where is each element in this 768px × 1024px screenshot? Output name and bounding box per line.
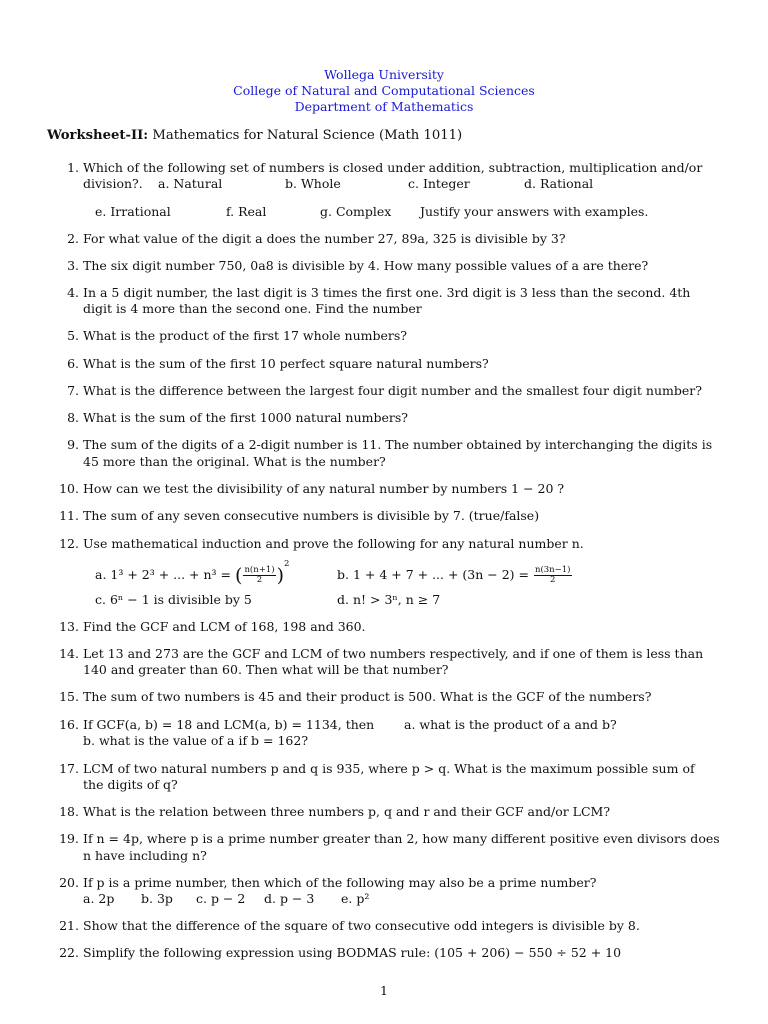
- option-whole: b. Whole: [285, 176, 341, 191]
- question-text: If p is a prime number, then which of the following may also be a prime number?: [83, 875, 597, 890]
- question-number: 8.: [67, 410, 79, 425]
- question-number: 7.: [67, 383, 79, 398]
- department-name: Department of Mathematics: [294, 99, 474, 114]
- right-paren: ): [276, 564, 284, 587]
- question-number: 14.: [59, 646, 79, 661]
- option-real: f. Real: [226, 204, 267, 219]
- question-number: 13.: [59, 619, 79, 634]
- question-number: 10.: [59, 481, 79, 496]
- option-complex: g. Complex: [320, 204, 392, 219]
- question-text: If n = 4p, where p is a prime number greater than 2, how many different positive even divisors does: [83, 831, 720, 846]
- part-a-lhs: a. 1³ + 2³ + ... + n³ =: [95, 567, 232, 582]
- question-text: Use mathematical induction and prove the following for any natural number n.: [83, 536, 584, 551]
- option-rational: d. Rational: [524, 176, 594, 191]
- question-number: 1.: [67, 160, 79, 175]
- question-text: Find the GCF and LCM of 168, 198 and 360.: [83, 619, 366, 634]
- question-9-line2: 45 more than the original. What is the number?: [83, 454, 386, 469]
- option-p-minus-2: c. p − 2: [196, 891, 246, 906]
- induction-part-a: [95, 558, 290, 587]
- question-number: 3.: [67, 258, 79, 273]
- fraction-denominator: 2: [256, 575, 263, 585]
- question-number: 9.: [67, 437, 79, 452]
- part-b-lhs: b. 1 + 4 + 7 + ... + (3n − 2) =: [337, 567, 529, 582]
- question-number: 6.: [67, 356, 79, 371]
- fraction: [534, 566, 572, 585]
- question-text: What is the relation between three numbers p, q and r and their GCF and/or LCM?: [83, 804, 611, 819]
- option-integer: c. Integer: [408, 176, 470, 191]
- question-number: 19.: [59, 831, 79, 846]
- question-text: The sum of the digits of a 2-digit number is 11. The number obtained by interchanging the digits is: [83, 437, 713, 452]
- question-16-line2: b. what is the value of a if b = 162?: [83, 733, 309, 748]
- question-text: In a 5 digit number, the last digit is 3 times the first one. 3rd digit is 3 less than the second. 4th: [83, 285, 691, 300]
- question-text: LCM of two natural numbers p and q is 935, where p > q. What is the maximum possible sum of: [83, 761, 695, 776]
- worksheet-title: [47, 128, 462, 143]
- question-text: The sum of two numbers is 45 and their product is 500. What is the GCF of the numbers?: [83, 689, 652, 704]
- induction-part-d: d. n! > 3ⁿ, n ≥ 7: [337, 592, 441, 607]
- fraction-numerator: n(n+1): [244, 565, 275, 575]
- question-number: 17.: [59, 761, 79, 776]
- option-p-minus-3: d. p − 3: [264, 891, 315, 906]
- option-2p: a. 2p: [83, 891, 115, 906]
- question-text: Simplify the following expression using BODMAS rule: (105 + 206) − 550 ÷ 52 + 10: [83, 945, 622, 960]
- option-natural: a. Natural: [158, 176, 223, 191]
- option-irrational: e. Irrational: [95, 204, 171, 219]
- fraction-numerator: n(3n−1): [534, 565, 571, 575]
- option-3p: b. 3p: [141, 891, 173, 906]
- college-name: College of Natural and Computational Sciences: [233, 83, 535, 98]
- worksheet-title-bold: Worksheet-II:: [47, 128, 149, 143]
- option-p-squared: e. p²: [341, 891, 370, 906]
- question-16-part-a: a. what is the product of a and b?: [404, 717, 617, 732]
- question-text: How can we test the divisibility of any natural number by numbers 1 − 20 ?: [83, 481, 565, 496]
- question-17-line2: the digits of q?: [83, 777, 178, 792]
- left-paren: (: [235, 564, 243, 587]
- induction-part-c: c. 6ⁿ − 1 is divisible by 5: [95, 592, 252, 607]
- question-4-line2: digit is 4 more than the second one. Find the number: [83, 301, 422, 316]
- question-14-line2: 140 and greater than 60. Then what will be that number?: [83, 662, 449, 677]
- question-text: What is the product of the first 17 whole numbers?: [83, 328, 407, 343]
- question-text: Let 13 and 273 are the GCF and LCM of two numbers respectively, and if one of them is less than: [83, 646, 704, 661]
- question-text: The sum of any seven consecutive numbers is divisible by 7. (true/false): [83, 508, 540, 523]
- induction-part-b: [337, 566, 573, 585]
- question-number: 12.: [59, 536, 79, 551]
- question-number: 20.: [59, 875, 79, 890]
- question-19-line2: n have including n?: [83, 848, 207, 863]
- question-text: What is the difference between the largest four digit number and the smallest four digit number?: [83, 383, 702, 398]
- question-number: 15.: [59, 689, 79, 704]
- question-text: If GCF(a, b) = 18 and LCM(a, b) = 1134, then: [83, 717, 375, 732]
- option-justify: Justify your answers with examples.: [420, 204, 649, 219]
- question-text: For what value of the digit a does the number 27, 89a, 325 is divisible by 3?: [83, 231, 566, 246]
- question-text: Which of the following set of numbers is closed under addition, subtraction, multiplication and/or: [83, 160, 703, 175]
- question-number: 4.: [67, 285, 79, 300]
- question-number: 16.: [59, 717, 79, 732]
- question-number: 22.: [59, 945, 79, 960]
- fraction-denominator: 2: [550, 575, 556, 585]
- question-number: 18.: [59, 804, 79, 819]
- question-text: What is the sum of the first 10 perfect square natural numbers?: [83, 356, 489, 371]
- page-number: 1: [380, 983, 388, 998]
- question-number: 5.: [67, 328, 79, 343]
- university-name: Wollega University: [324, 67, 444, 82]
- exponent: 2: [283, 558, 290, 569]
- question-number: 2.: [67, 231, 79, 246]
- worksheet-title-rest: Mathematics for Natural Science (Math 1011): [148, 128, 463, 143]
- question-text: Show that the difference of the square of two consecutive odd integers is divisible by 8.: [83, 918, 640, 933]
- question-number: 21.: [59, 918, 79, 933]
- question-1-line2: division?.: [83, 176, 143, 191]
- question-text: The six digit number 750, 0a8 is divisible by 4. How many possible values of a are there?: [83, 258, 649, 273]
- question-number: 11.: [59, 508, 79, 523]
- fraction: [243, 566, 275, 585]
- question-text: What is the sum of the first 1000 natural numbers?: [83, 410, 408, 425]
